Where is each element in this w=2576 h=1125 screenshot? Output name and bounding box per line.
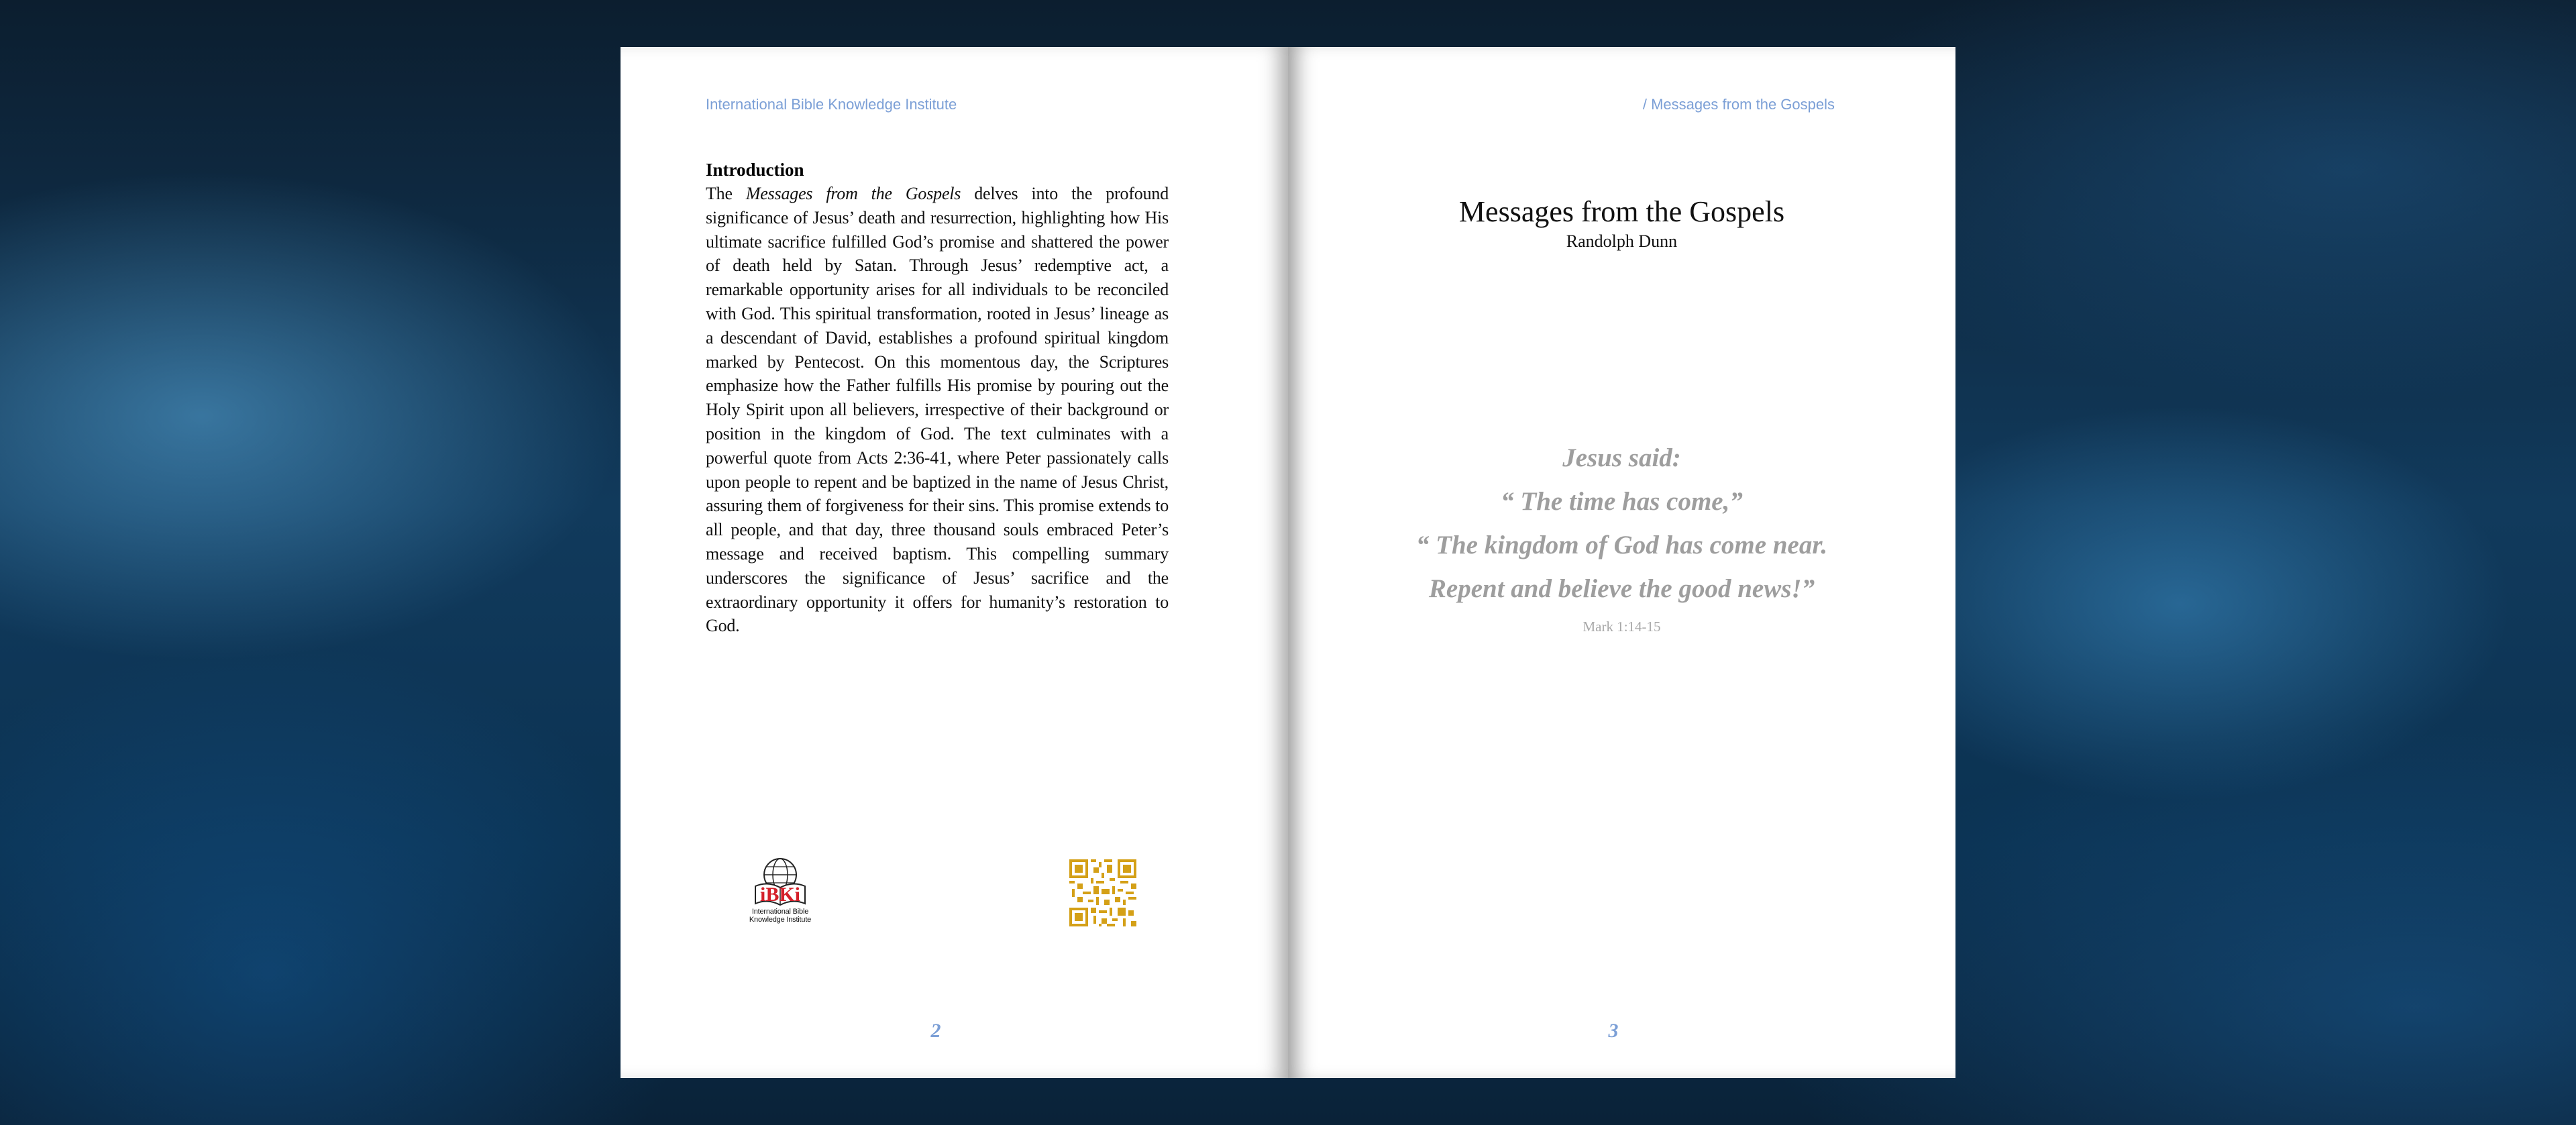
introduction-heading: Introduction <box>706 160 804 180</box>
ibki-logo <box>743 857 817 924</box>
page-number-left: 2 <box>930 1020 941 1042</box>
running-header-left: International Bible Knowledge Institute <box>706 96 957 113</box>
logo-caption <box>743 908 817 924</box>
book-title: Messages from the Gospels <box>1458 195 1785 228</box>
logo-letters: iBKi <box>759 883 801 906</box>
quote-line-3: “ The kingdom of God has come near. <box>1415 531 1828 559</box>
introduction-paragraph <box>706 182 1169 638</box>
quote-reference: Mark 1:14-15 <box>1582 619 1661 635</box>
left-page[interactable] <box>621 47 1288 1078</box>
logo-caption-line1: International Bible <box>751 908 809 916</box>
quote-line-2: “ The time has come,” <box>1501 487 1743 516</box>
quote-line-1: Jesus said: <box>1562 443 1681 472</box>
book-author: Randolph Dunn <box>1566 231 1678 251</box>
introduction-section <box>706 158 1169 638</box>
book-spread <box>621 47 1955 1078</box>
page-number-right: 3 <box>1608 1020 1619 1042</box>
qr-code-icon[interactable] <box>1069 859 1136 926</box>
intro-body: delves into the profound significance of Jesus’ death and resurrection, highlighting how His ultimate sacrifice fulfilled God’s promise and shattered the power of death held by Satan. Through Jesus’ redemptive act, a remarkable opportunity arises for all individuals to be reconciled with God. This spiritual transformation, rooted in Jesus’ lineage as a descendant of David, establishes a profound spiritual kingdom marked by Pentecost. On this momentous day, the Scriptures emphasize how the Father fulfills His promise by pouring out the Holy Spirit upon all believers, irrespective of their background or position in the kingdom of God. The text culminates with a powerful quote from Acts 2:36-41, where Peter passionately calls upon people to repent and be baptized in the name of Jesus Christ, assuring them of forgiveness for their sins. This promise extends to all people, and that day, three thousand souls embraced Peter’s message and received baptism. This compelling summary underscores the significance of Jesus’ sacrifice and the extraordinary opportunity it offers for humanity’s restoration to God. <box>706 184 1169 636</box>
quote-line-4: Repent and believe the good news!” <box>1428 574 1815 603</box>
running-header-right: / Messages from the Gospels <box>1642 96 1835 113</box>
logo-caption-line2: Knowledge Institute <box>749 916 812 924</box>
intro-book-title: Messages from the Gospels <box>745 184 961 203</box>
right-page[interactable] <box>1288 47 1955 1078</box>
intro-lead: The <box>706 184 746 203</box>
globe-book-icon <box>743 857 817 908</box>
